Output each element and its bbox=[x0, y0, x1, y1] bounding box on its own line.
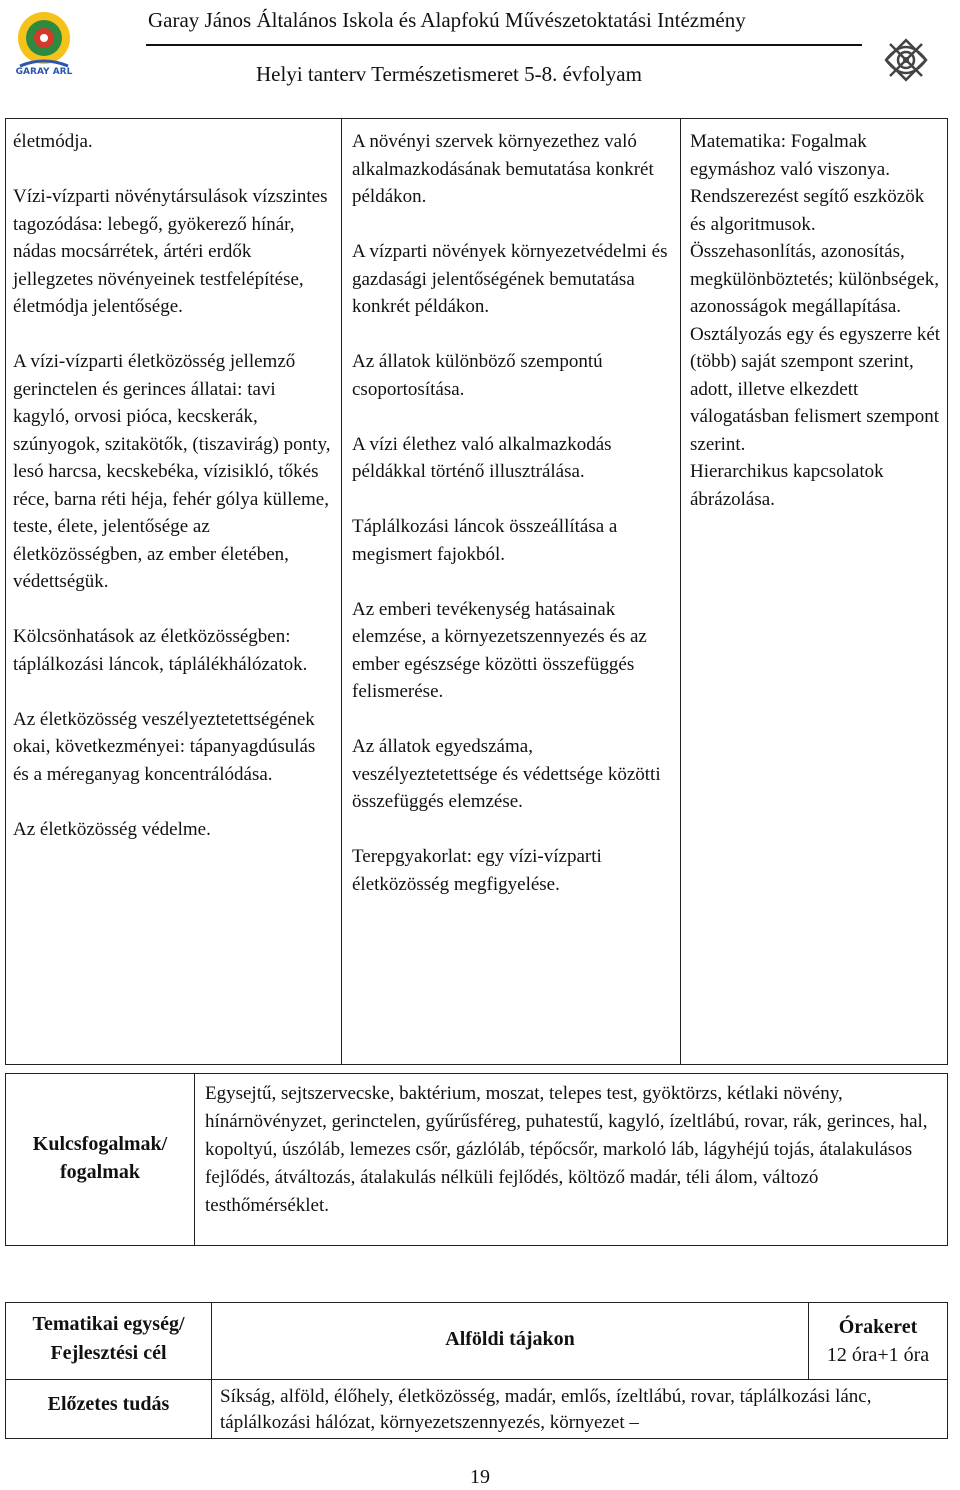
topics-paragraph: Az életközösség védelme. bbox=[13, 818, 211, 840]
hours-label: Órakeret bbox=[838, 1316, 918, 1338]
activities-paragraph: Az emberi tevékenység hatásainak elemzése, a környezetszennyezés és az ember egészsége közötti összefüggés felismerése. bbox=[352, 598, 647, 702]
topics-paragraph: életmódja. bbox=[13, 131, 93, 152]
key-concepts-text: Egysejtű, sejtszervecske, baktérium, moszat, telepes test, gyöktörzs, kétlaki növény, hínárnövényzet, gerinctelen, gyűrűsféreg, puhatestű, kagyló, ízeltlábú, rovar, rák, gerinces, hal, kopoltyú, úszóláb, lemezes csőr, gázlóláb, tépőcsőr, markoló láb, lágyhéjú tojás, átalakulásos fejlődés, átváltozás, átalakulás nélküli fejlődés, költöző madár, téli álom, változó testhőmérséklet. bbox=[205, 1083, 928, 1216]
hours-cell bbox=[808, 1302, 948, 1380]
topics-paragraph: Kölcsönhatások az életközösségben: táplálkozási láncok, táplálékhálózatok. bbox=[13, 626, 308, 675]
knot-emblem-icon bbox=[880, 30, 932, 96]
header-divider bbox=[146, 44, 862, 46]
prior-text: Síkság, alföld, élőhely, életközösség, madár, emlős, ízeltlábú, rovar, táplálkozási lánc, táplálkozási hálózat, környezetszennyezés, környezet – bbox=[220, 1386, 872, 1433]
activities-paragraph: Az állatok különböző szempontú csoportosítása. bbox=[352, 351, 603, 400]
activities-paragraph: A növényi szervek környezethez való alkalmazkodásának bemutatása konkrét példákon. bbox=[352, 131, 654, 207]
activities-paragraph: A vízi élethez való alkalmazkodás példákkal történő illusztrálása. bbox=[352, 433, 612, 482]
connections-paragraph: Osztályozás egy és egyszerre két (több) saját szempont szerint, adott, illetve elkezdett válogatásban felismert szempont szerint. bbox=[690, 323, 941, 455]
topics-paragraph: Az életközösség veszélyeztetettségének okai, következményei: tápanyagdúsulás és a méreganyag koncentrálódása. bbox=[13, 708, 316, 785]
svg-text:GARAY ARL: GARAY ARL bbox=[15, 67, 73, 76]
hours-value: 12 óra+1 óra bbox=[826, 1344, 930, 1366]
topics-paragraph: A vízi-vízparti életközösség jellemző gerinctelen és gerinces állatai: tavi kagyló, orvosi pióca, kecskerák, szúnyogok, szitakötők, (tiszavirág) ponty, lesó harcsa, kecskebéka, vízisikló, tőkés réce, barna réti héja, fehér gólya külleme, teste, élete, jelentősége az életközösségben, az ember életében, védettségük. bbox=[13, 351, 331, 592]
activities-paragraph: Táplálkozási láncok összeállítása a megismert fajokból. bbox=[352, 516, 618, 565]
page-header bbox=[0, 0, 960, 110]
prior-label: Előzetes tudás bbox=[47, 1393, 170, 1415]
connections-paragraph: Rendszerezést segítő eszközök és algoritmusok. bbox=[690, 186, 925, 235]
connections-column bbox=[690, 128, 942, 513]
topics-paragraph: Vízi-vízparti növénytársulások vízszintes tagozódása: lebegő, gyökerező hínár, nádas mocsárrétek, ártéri erdők jellegzetes növényeinek testfelépítése, életmódja jelentősége. bbox=[13, 186, 328, 317]
connections-paragraph: Matematika: Fogalmak egymáshoz való viszonya. bbox=[690, 131, 890, 180]
connections-paragraph: Összehasonlítás, azonosítás, megkülönböztetés; különbségek, azonosságok megállapítása. bbox=[690, 241, 940, 317]
page-number: 19 bbox=[470, 1466, 490, 1488]
school-name: Garay János Általános Iskola és Alapfokú Művészetoktatási Intézmény bbox=[148, 8, 746, 32]
unit-label: Tematikai egység/ Fejlesztési cél bbox=[32, 1313, 185, 1364]
key-concepts-label: Kulcsfogalmak/ fogalmak bbox=[32, 1133, 168, 1183]
school-logo bbox=[10, 8, 78, 76]
activities-column bbox=[352, 128, 674, 898]
activities-paragraph: Terepgyakorlat: egy vízi-vízparti életközösség megfigyelése. bbox=[352, 846, 602, 895]
unit-title: Alföldi tájakon bbox=[445, 1328, 575, 1350]
activities-paragraph: Az állatok egyedszáma, veszélyeztetettsége és védettsége közötti összefüggés elemzése. bbox=[352, 736, 661, 812]
topics-column bbox=[13, 128, 333, 843]
connections-paragraph: Hierarchikus kapcsolatok ábrázolása. bbox=[690, 461, 884, 510]
activities-paragraph: A vízparti növények környezetvédelmi és gazdasági jelentőségének bemutatása konkrét példákon. bbox=[352, 241, 668, 317]
curriculum-title: Helyi tanterv Természetismeret 5-8. évfolyam bbox=[256, 62, 642, 86]
